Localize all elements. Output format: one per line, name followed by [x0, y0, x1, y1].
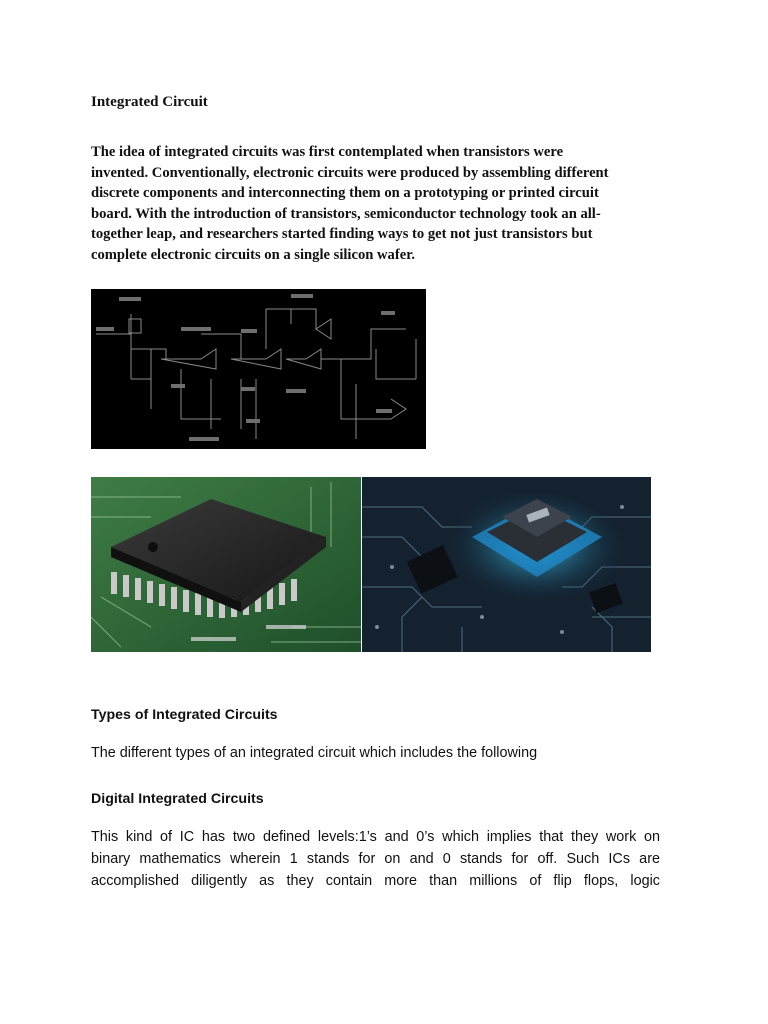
intro-paragraph — [91, 142, 661, 265]
ic-chip-on-green-pcb-photo — [91, 477, 361, 652]
intro-line: complete electronic circuits on a single silicon wafer. — [91, 246, 415, 263]
digital-line: This kind of IC has two defined levels:1’s and 0’s which implies that they work on — [91, 829, 660, 845]
types-heading: Types of Integrated Circuits — [91, 707, 278, 723]
chip-photo-right-drawing — [362, 477, 651, 652]
digital-paragraph — [91, 826, 660, 892]
digital-heading: Digital Integrated Circuits — [91, 791, 264, 807]
intro-line: board. With the introduction of transistors, semiconductor technology took an all- — [91, 205, 601, 222]
document-title: Integrated Circuit — [91, 94, 208, 110]
schematic-drawing — [91, 289, 426, 449]
intro-line: discrete components and interconnecting them on a prototyping or printed circuit — [91, 185, 599, 201]
circuit-schematic-image — [91, 289, 426, 449]
types-intro-text: The different types of an integrated circuit which includes the following — [91, 745, 538, 761]
chip-photo-left-drawing — [91, 477, 361, 652]
intro-line: together leap, and researchers started finding ways to get not just transistors but — [91, 226, 593, 242]
intro-line: The idea of integrated circuits was first contemplated when transistors were — [91, 144, 564, 160]
intro-line: invented. Conventionally, electronic circuits were produced by assembling different — [91, 164, 609, 181]
digital-line: binary mathematics wherein 1 stands for on and 0 stands for off. Such ICs are — [91, 851, 660, 867]
digital-line: accomplished diligently as they contain more than millions of flip flops, logic — [91, 873, 660, 889]
glowing-processor-on-dark-board-photo — [362, 477, 651, 652]
